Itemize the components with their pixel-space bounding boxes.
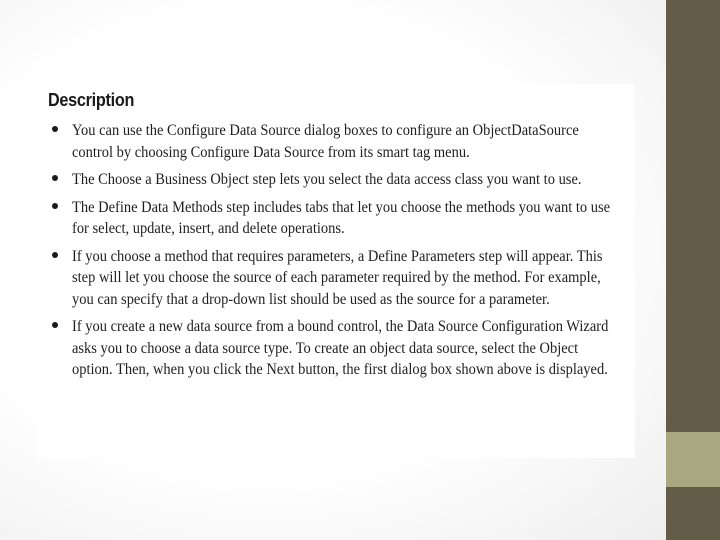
- bullet-list: [37, 120, 635, 387]
- side-bar-bottom-segment: [666, 487, 720, 540]
- bullet-text: The Define Data Methods step includes tabs that let you choose the methods you want to use for select, update, insert, and delete operations.: [72, 198, 611, 237]
- bullet-dot-icon: [52, 322, 58, 328]
- bullet-item: [37, 316, 635, 381]
- bullet-item: [37, 169, 635, 191]
- description-heading: Description: [48, 90, 135, 110]
- bullet-text: The Choose a Business Object step lets you select the data access class you want to use.: [72, 171, 582, 188]
- side-bar-middle-segment: [666, 432, 720, 487]
- bullet-dot-icon: [52, 203, 58, 209]
- bullet-dot-icon: [52, 175, 58, 181]
- bullet-text: If you choose a method that requires parameters, a Define Parameters step will appear. This step will let you choose the source of each parameter required by the method. For example, you can specify that a drop-down list should be used as the source for a parameter.: [72, 247, 603, 308]
- bullet-item: [37, 197, 635, 240]
- bullet-item: [37, 120, 635, 163]
- bullet-text: You can use the Configure Data Source dialog boxes to configure an ObjectDataSource control by choosing Configure Data Source from its smart tag menu.: [72, 122, 579, 161]
- bullet-dot-icon: [52, 126, 58, 132]
- bullet-item: [37, 246, 635, 311]
- bullet-text: If you create a new data source from a bound control, the Data Source Configuration Wizard asks you to choose a data source type. To create an object data source, select the Object option. Then, when you click the Next button, the first dialog box shown above is displayed.: [72, 318, 609, 378]
- bullet-dot-icon: [52, 252, 58, 258]
- side-bar-top-segment: [666, 0, 720, 432]
- decorative-side-bar: [666, 0, 720, 540]
- description-panel: [37, 84, 635, 458]
